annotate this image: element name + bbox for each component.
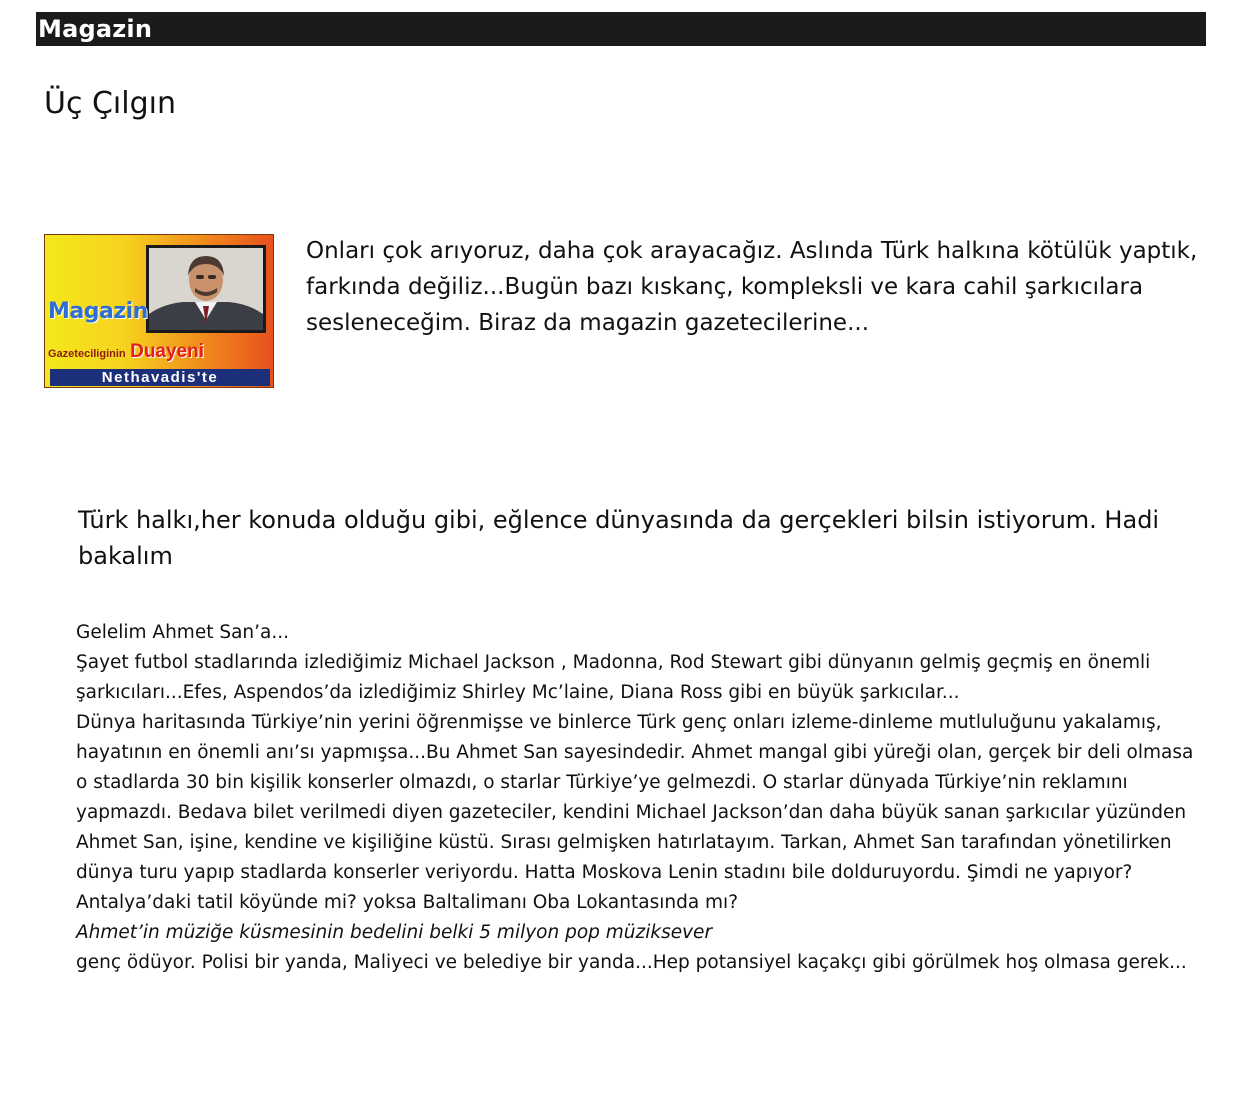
article-body — [76, 618, 1206, 978]
badge-site-label: Nethavadis'te — [50, 369, 270, 386]
article-lead: Onları çok arıyoruz, daha çok arayacağız. Aslında Türk halkına kötülük yaptık, farkında değiliz...Bugün bazı kıskanç, kompleksli ve kara cahil şarkıcılara sesleneceğim. Biraz da magazin gazetecilerine... — [306, 238, 1198, 336]
badge-caption-small: Gazeteciliginin — [48, 348, 126, 360]
body-paragraph: Gelelim Ahmet San’a... — [76, 622, 290, 643]
section-label: Magazin — [38, 15, 153, 43]
badge-caption — [48, 341, 204, 363]
columnist-photo — [146, 245, 266, 333]
portrait-image — [149, 248, 263, 330]
body-paragraph-italic: Ahmet’in müziğe küsmesinin bedelini belki 5 milyon pop müziksever — [76, 922, 713, 943]
article-intro: Türk halkı,her konuda olduğu gibi, eğlence dünyasında da gerçekleri bilsin istiyorum. Hadi bakalım — [78, 506, 1160, 570]
body-paragraph: Şayet futbol stadlarında izlediğimiz Michael Jackson , Madonna, Rod Stewart gibi dünyanın gelmiş geçmiş en önemli şarkıcıları...Efes, Aspendos’da izlediğimiz Shirley Mc’laine, Diana Ross gibi en büyük şarkıcılar... — [76, 652, 1151, 703]
columnist-badge — [44, 234, 274, 388]
section-header-bar — [36, 12, 1206, 46]
badge-caption-large: Duayeni — [130, 341, 205, 362]
badge-brand-text: Magazin — [48, 299, 148, 324]
article-title: Üç Çılgın — [44, 86, 176, 121]
body-paragraph: Dünya haritasında Türkiye’nin yerini öğrenmişse ve binlerce Türk genç onları izleme-dinleme mutluluğunu yakalamış, hayatının en önemli anı’sı yapmışsa...Bu Ahmet San sayesindedir. Ahmet mangal gibi yüreği olan, gerçek bir deli olmasa o stadlarda 30 bin kişilik konserler olmazdı, o starlar Türkiye’ye gelmezdi. O starlar dünyada Türkiye’nin reklamını yapmazdı. Bedava bilet verilmedi diyen gazeteciler, kendini Michael Jackson’dan daha büyük sanan şarkıcılar yüzünden Ahmet San, işine, kendine ve kişiliğine küstü. Sırası gelmişken hatırlatayım. Tarkan, Ahmet San tarafından yönetilirken dünya turu yapıp stadlarda konserler veriyordu. Hatta Moskova Lenin stadını bile dolduruyordu. Şimdi ne yapıyor? Antalya’daki tatil köyünde mi? yoksa Baltalimanı Oba Lokantasında mı? — [76, 712, 1194, 913]
body-paragraph: genç ödüyor. Polisi bir yanda, Maliyeci ve belediye bir yanda...Hep potansiyel kaçakçı gibi görülmek hoş olmasa gerek... — [76, 952, 1187, 973]
